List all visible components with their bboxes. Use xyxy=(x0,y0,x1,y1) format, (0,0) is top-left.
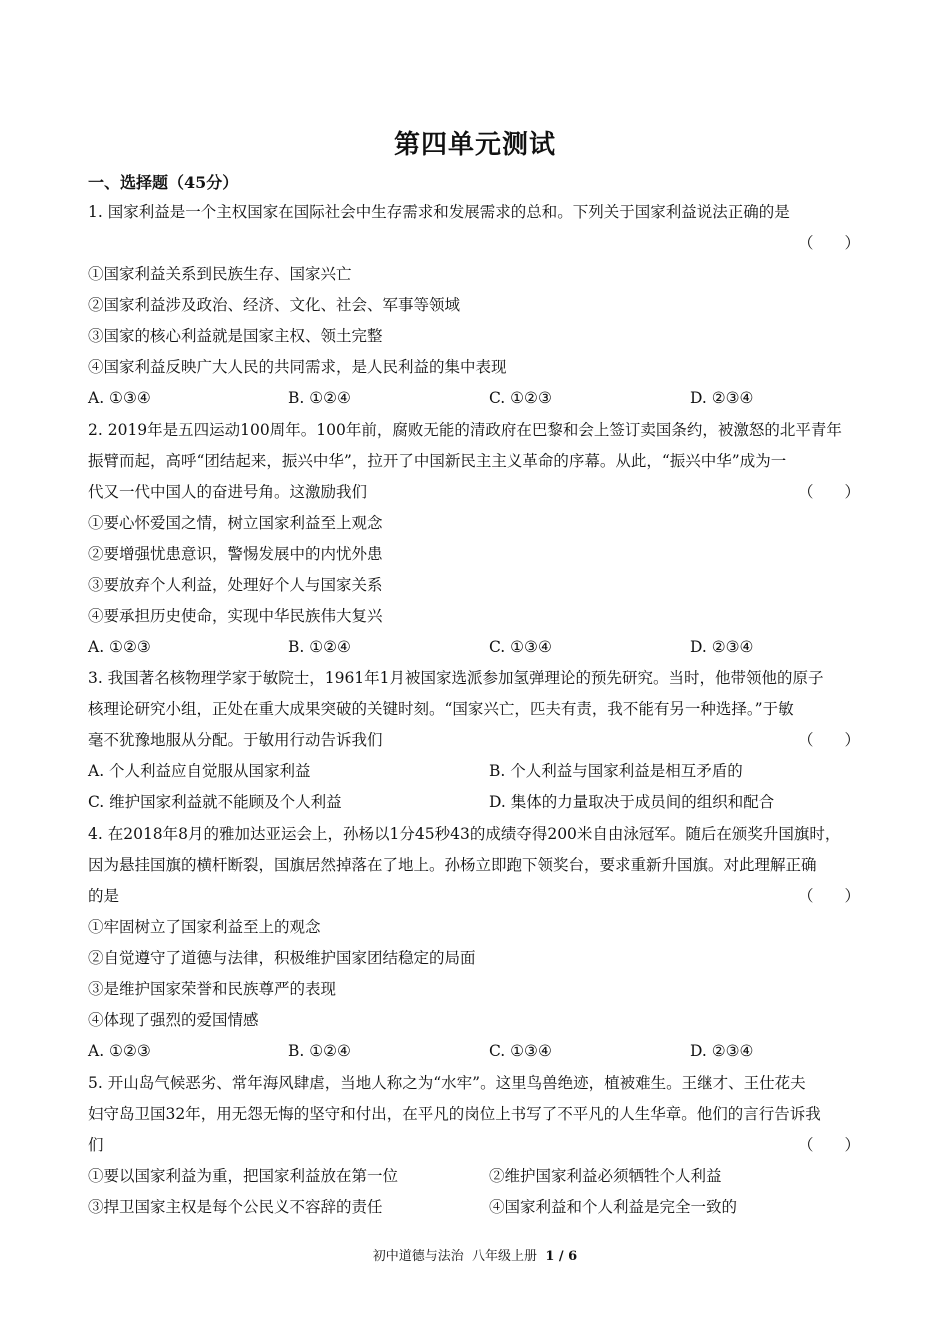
footer-text: 初中道德与法治 八年级上册 xyxy=(372,1249,546,1264)
q1-statement-4: ④国家利益反映广大人民的共同需求，是人民利益的集中表现 xyxy=(88,358,507,376)
q4-option-b: B. ①②④ xyxy=(288,1042,351,1060)
page-number: 1 / 6 xyxy=(545,1249,578,1264)
q3-stem-line-2: 核理论研究小组，正处在重大成果突破的关键时刻。“国家兴亡，匹夫有责，我不能有另一种选择。”于敏 xyxy=(88,700,794,718)
q4-answer-paren: （ ） xyxy=(798,887,861,905)
q1-option-a: A. ①③④ xyxy=(88,389,151,407)
q5-stem-line-3: 们 xyxy=(88,1136,104,1154)
q3-option-a: A. 个人利益应自觉服从国家利益 xyxy=(88,762,311,780)
q4-stem-line-1: 4. 在2018年8月的雅加达亚运会上，孙杨以1分45秒43的成绩夺得200米自由泳冠军。随后在颁奖升国旗时， xyxy=(88,825,841,843)
q3-answer-paren: （ ） xyxy=(798,731,861,749)
q1-stem-line-1: 1. 国家利益是一个主权国家在国际社会中生存需求和发展需求的总和。下列关于国家利益说法正确的是 xyxy=(88,203,790,221)
q1-statement-3: ③国家的核心利益就是国家主权、领土完整 xyxy=(88,327,383,345)
q4-option-a: A. ①②③ xyxy=(88,1042,151,1060)
q2-stem-line-1: 2. 2019年是五四运动100周年。100年前，腐败无能的清政府在巴黎和会上签订卖国条约，被激怒的北平青年 xyxy=(88,421,842,439)
q3-option-d: D. 集体的力量取决于成员间的组织和配合 xyxy=(489,793,775,811)
q1-statement-2: ②国家利益涉及政治、经济、文化、社会、军事等领域 xyxy=(88,296,461,314)
q2-answer-paren: （ ） xyxy=(798,483,861,501)
q2-statement-3: ③要放弃个人利益，处理好个人与国家关系 xyxy=(88,576,383,594)
section-heading: 一、选择题（45分） xyxy=(88,173,239,192)
q1-statement-1: ①国家利益关系到民族生存、国家兴亡 xyxy=(88,265,352,283)
page-footer xyxy=(0,1245,950,1264)
q3-stem-line-1: 3. 我国著名核物理学家于敏院士，1961年1月被国家选派参加氢弹理论的预先研究。当时，他带领他的原子 xyxy=(88,669,824,687)
q1-option-b: B. ①②④ xyxy=(288,389,351,407)
q2-option-a: A. ①②③ xyxy=(88,638,151,656)
q5-stem-line-1: 5. 开山岛气候恶劣、常年海风肆虐，当地人称之为“水牢”。这里鸟兽绝迹，植被难生。王继才、王仕花夫 xyxy=(88,1074,806,1092)
q4-stem-line-2: 因为悬挂国旗的横杆断裂，国旗居然掉落在了地上。孙杨立即跑下领奖台，要求重新升国旗。对此理解正确 xyxy=(88,856,817,874)
q5-stem-line-2: 妇守岛卫国32年，用无怨无悔的坚守和付出，在平凡的岗位上书写了不平凡的人生华章。他们的言行告诉我 xyxy=(88,1105,821,1123)
q4-statement-3: ③是维护国家荣誉和民族尊严的表现 xyxy=(88,980,337,998)
q1-option-c: C. ①②③ xyxy=(489,389,552,407)
q3-stem-line-3: 毫不犹豫地服从分配。于敏用行动告诉我们 xyxy=(88,731,383,749)
q2-stem-line-2: 振臂而起，高呼“团结起来，振兴中华”，拉开了中国新民主主义革命的序幕。从此，“振兴中华”成为一 xyxy=(88,452,787,470)
q3-option-c: C. 维护国家利益就不能顾及个人利益 xyxy=(88,793,342,811)
q5-statement-2: ②维护国家利益必须牺牲个人利益 xyxy=(489,1167,722,1185)
q2-statement-1: ①要心怀爱国之情，树立国家利益至上观念 xyxy=(88,514,383,532)
q4-stem-line-3: 的是 xyxy=(88,887,120,905)
q3-option-b: B. 个人利益与国家利益是相互矛盾的 xyxy=(489,762,743,780)
q4-option-c: C. ①③④ xyxy=(489,1042,552,1060)
q2-option-b: B. ①②④ xyxy=(288,638,351,656)
q2-statement-2: ②要增强忧患意识，警惕发展中的内忧外患 xyxy=(88,545,383,563)
q2-stem-line-3: 代又一代中国人的奋进号角。这激励我们 xyxy=(88,483,368,501)
q4-statement-2: ②自觉遵守了道德与法律，积极维护国家团结稳定的局面 xyxy=(88,949,476,967)
q4-statement-4: ④体现了强烈的爱国情感 xyxy=(88,1011,259,1029)
q2-option-c: C. ①③④ xyxy=(489,638,552,656)
q1-answer-paren: （ ） xyxy=(798,234,861,252)
q5-statement-1: ①要以国家利益为重，把国家利益放在第一位 xyxy=(88,1167,399,1185)
q4-statement-1: ①牢固树立了国家利益至上的观念 xyxy=(88,918,321,936)
q5-answer-paren: （ ） xyxy=(798,1136,861,1154)
q5-statement-4: ④国家利益和个人利益是完全一致的 xyxy=(489,1198,738,1216)
q2-option-d: D. ②③④ xyxy=(690,638,754,656)
page-title: 第四单元测试 xyxy=(393,130,556,160)
q5-statement-3: ③捍卫国家主权是每个公民义不容辞的责任 xyxy=(88,1198,383,1216)
q1-option-d: D. ②③④ xyxy=(690,389,754,407)
q2-statement-4: ④要承担历史使命，实现中华民族伟大复兴 xyxy=(88,607,383,625)
q4-option-d: D. ②③④ xyxy=(690,1042,754,1060)
